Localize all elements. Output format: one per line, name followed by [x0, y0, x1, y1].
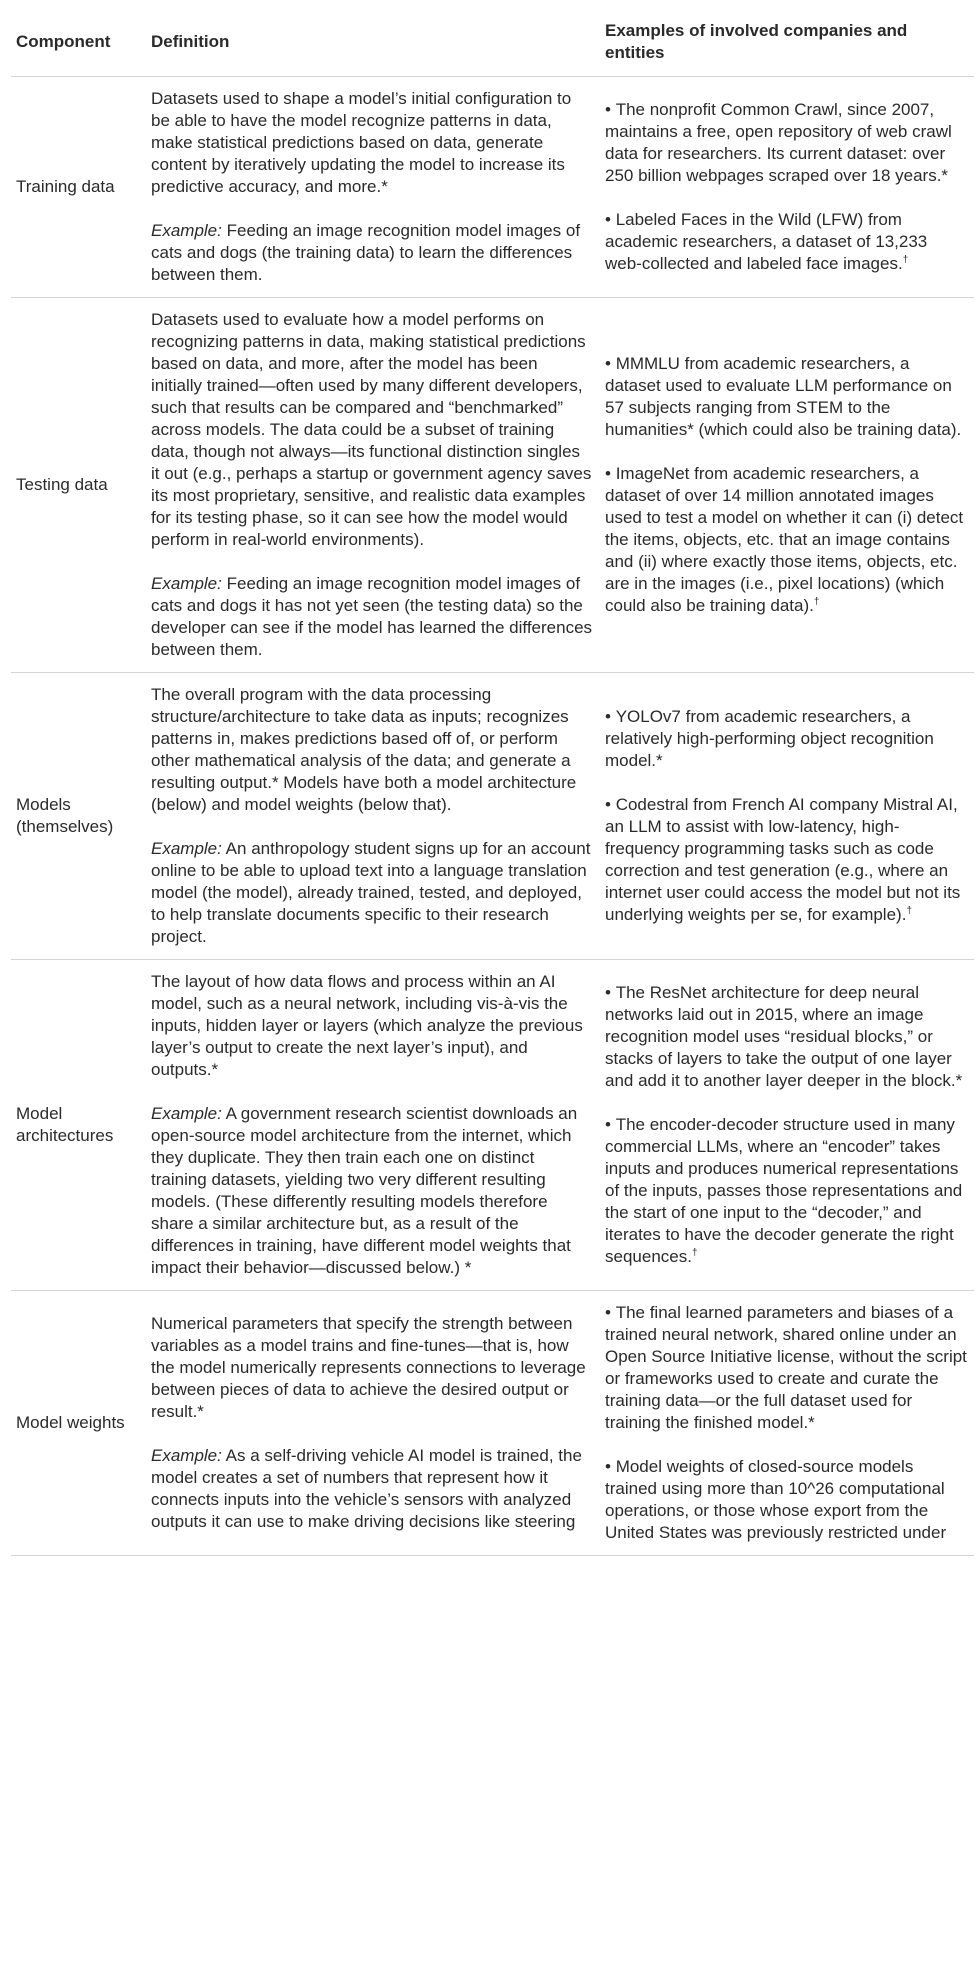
example-label: Example: — [151, 1104, 222, 1123]
list-item — [605, 209, 968, 275]
entry-text: ImageNet from academic researchers, a dataset of over 14 million annotated images used to test a model on whether it can (i) detect the items, objects, etc. that an image contains and (ii) where exactly those items, objects, etc. are in the images (i.e., pixel locations) (which could also be training data). — [605, 464, 964, 615]
table-header-row — [11, 0, 974, 77]
example-text: A government research scientist downloads an open-source model architecture from the internet, which they duplicate. They then train each one on distinct training datasets, yielding two very different resulting models. (These differently resulting models therefore share a similar architecture but, as a result of the differences in training, have different model weights that impact their behavior—discussed below.) * — [151, 1104, 578, 1277]
example-label: Example: — [151, 221, 222, 240]
list-item — [605, 1302, 968, 1434]
example-paragraph — [151, 838, 593, 948]
component-cell: Model weights — [16, 1413, 125, 1432]
definition-cell — [145, 960, 599, 1291]
component-cell: Training data — [16, 177, 115, 196]
examples-cell — [599, 298, 974, 673]
footnote-mark: † — [691, 1247, 698, 1259]
entry-text: Codestral from French AI company Mistral AI, an LLM to assist with low-latency, high-frequency programming tasks such as code correction and test generation (e.g., where an internet user could access the model but not its underlying weights per se, for example). — [605, 795, 961, 924]
example-text: Feeding an image recognition model images of cats and dogs it has not yet seen (the testing data) so the developer can see if the model has learned the differences between them. — [151, 574, 593, 659]
definition-cell — [145, 1291, 599, 1556]
entry-text: The ResNet architecture for deep neural networks laid out in 2015, where an image recognition model uses “residual blocks,” or stacks of layers to take the output of one layer and add it to another layer deeper in the block.* — [605, 983, 963, 1090]
entry-text: The encoder-decoder structure used in many commercial LLMs, where an “encoder” takes inputs and produces numerical representations of the inputs, passes those representations and the start of one input to the “decoder,” and iterates to have the decoder generate the right sequences. — [605, 1115, 963, 1266]
list-item — [605, 463, 968, 617]
example-paragraph — [151, 220, 593, 286]
entry-text: Model weights of closed-source models trained using more than 10^26 computational operations, or those whose export from the United States was previously restricted under — [605, 1457, 947, 1542]
example-paragraph — [151, 1103, 593, 1279]
definition-text: Datasets used to shape a model’s initial configuration to be able to have the model recognize patterns in data, make statistical predictions based on data, generate content by iteratively updating the model to increase its predictive accuracy, and more.* — [151, 89, 572, 196]
list-item — [605, 1456, 968, 1544]
example-paragraph — [151, 1445, 593, 1533]
header-examples: Examples of involved companies and entities — [605, 21, 908, 62]
example-text: Feeding an image recognition model images of cats and dogs (the training data) to learn the differences between them. — [151, 221, 581, 284]
definition-text: Datasets used to evaluate how a model performs on recognizing patterns in data, making statistical predictions based on data, and more, after the model has been initially trained—often used by many different developers, such that results can be compared and “benchmarked” across models. The data could be a subset of training data, though not always—its functional distinction singles it out (e.g., perhaps a startup or government agency saves its most proprietary, sensitive, and realistic data examples for its testing phase, so it can see how the model would perform in real-world environments). — [151, 310, 592, 549]
entry-text: Labeled Faces in the Wild (LFW) from academic researchers, a dataset of 13,233 web-collected and labeled face images. — [605, 210, 928, 273]
list-item — [605, 706, 968, 772]
footnote-mark: † — [902, 254, 909, 266]
examples-cell — [599, 1291, 974, 1556]
definition-cell — [145, 298, 599, 673]
footnote-mark: † — [906, 905, 912, 917]
definition-text: Numerical parameters that specify the strength between variables as a model trains and fine-tunes—that is, how the model numerically represents connections to leverage between pieces of data to achieve the desired output or result.* — [151, 1314, 586, 1421]
list-item — [605, 982, 968, 1092]
table-row — [11, 960, 974, 1291]
examples-cell — [599, 673, 974, 960]
components-table — [11, 0, 974, 1556]
example-text: An anthropology student signs up for an account online to be able to upload text into a language translation model (the model), already trained, tested, and deployed, to help translate documents specific to their research project. — [151, 839, 591, 946]
table-row — [11, 673, 974, 960]
examples-cell — [599, 960, 974, 1291]
example-paragraph — [151, 573, 593, 661]
definition-text: The layout of how data flows and process within an AI model, such as a neural network, including vis-à-vis the inputs, hidden layer or layers (which analyze the previous layer’s output to create the next layer’s input), and outputs.* — [151, 972, 583, 1079]
table-row — [11, 1291, 974, 1556]
example-label: Example: — [151, 1446, 222, 1465]
footnote-mark: † — [813, 596, 820, 608]
header-component: Component — [16, 32, 111, 51]
list-item — [605, 794, 968, 926]
examples-cell — [599, 77, 974, 298]
example-label: Example: — [151, 574, 222, 593]
definition-text: The overall program with the data processing structure/architecture to take data as inputs; recognizes patterns in, makes predictions based off of, or perform other mathematical analysis of the data; and generate a resulting output.* Models have both a model architecture (below) and model weights (below that). — [151, 685, 577, 814]
component-cell: Model architectures — [16, 1104, 114, 1145]
table-row — [11, 77, 974, 298]
definition-cell — [145, 77, 599, 298]
component-cell: Models (themselves) — [16, 795, 114, 836]
component-cell: Testing data — [16, 475, 108, 494]
entry-text: YOLOv7 from academic researchers, a relatively high-performing object recognition model.* — [605, 707, 934, 770]
list-item — [605, 99, 968, 187]
entry-text: The final learned parameters and biases of a trained neural network, shared online under an Open Source Initiative license, without the script or frameworks used to create and curate the training data—or the full dataset used for training the finished model.* — [605, 1303, 967, 1432]
definition-cell — [145, 673, 599, 960]
list-item — [605, 353, 968, 441]
entry-text: MMMLU from academic researchers, a dataset used to evaluate LLM performance on 57 subjects ranging from STEM to the humanities* (which could also be training data). — [605, 354, 962, 439]
entry-text: The nonprofit Common Crawl, since 2007, maintains a free, open repository of web crawl data for researchers. Its current dataset: over 250 billion webpages scraped over 18 years.* — [605, 100, 952, 185]
table-row — [11, 298, 974, 673]
header-definition: Definition — [151, 32, 230, 51]
list-item — [605, 1114, 968, 1268]
example-label: Example: — [151, 839, 222, 858]
example-text: As a self-driving vehicle AI model is trained, the model creates a set of numbers that represent how it connects inputs into the vehicle’s sensors with analyzed outputs it can use to make driving decisions like steering — [151, 1446, 582, 1531]
